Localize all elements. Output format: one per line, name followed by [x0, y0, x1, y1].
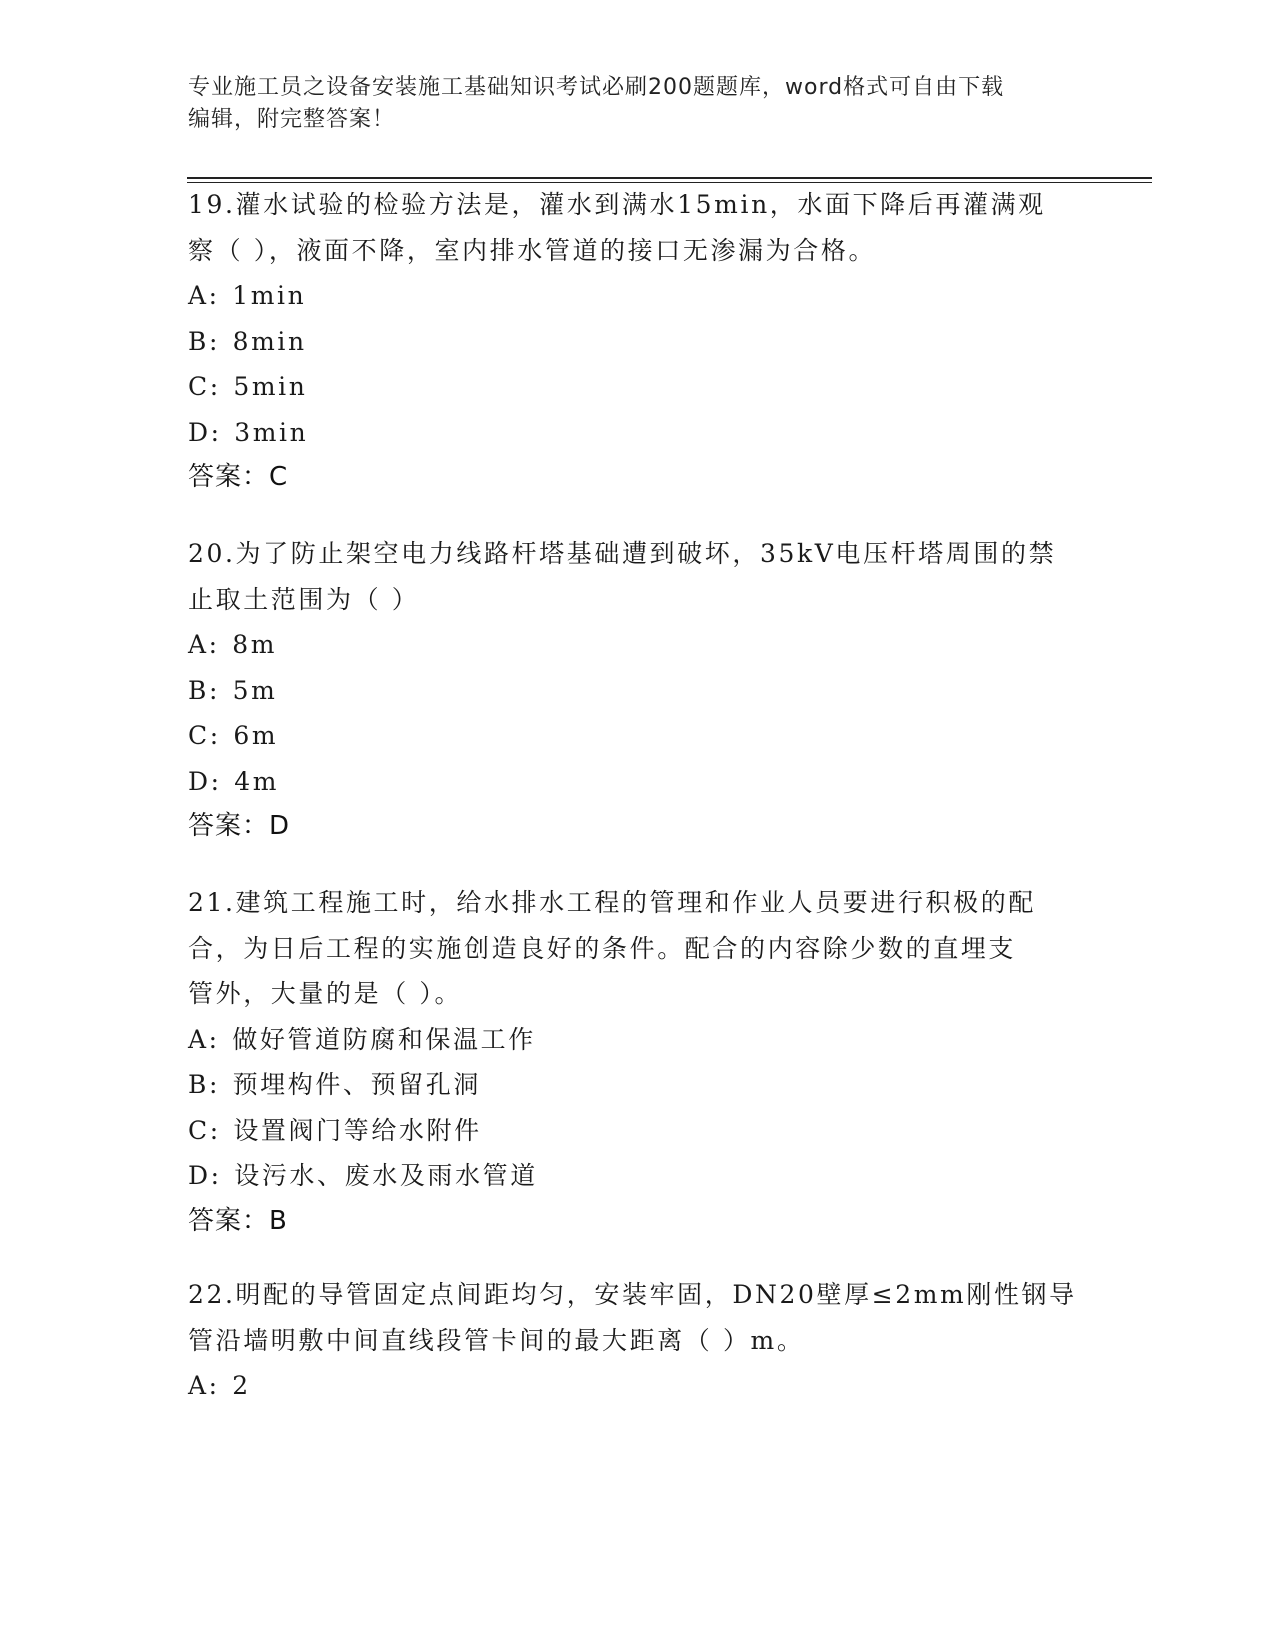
option-d: D: 设污水、废水及雨水管道	[188, 1161, 538, 1190]
option-text: 5min	[233, 372, 308, 401]
option-text: 3min	[234, 417, 309, 447]
question-text-line: 合，为日后工程的实施创造良好的条件。配合的内容除少数的直埋支	[188, 933, 1017, 963]
question-text-line: 察（ ），液面不降，室内排水管道的接口无渗漏为合格。	[188, 235, 877, 265]
option-text: 设置阀门等给水附件	[233, 1115, 482, 1145]
option-a: A: 8m	[188, 630, 278, 659]
option-d: D: 3min	[188, 417, 309, 447]
option-d: D: 4m	[188, 766, 280, 796]
question-text-line: 21.建筑工程施工时，给水排水工程的管理和作业人员要进行积极的配	[188, 888, 1036, 917]
question-text-line: 管沿墙明敷中间直线段管卡间的最大距离（ ）m。	[188, 1325, 805, 1355]
option-a: A: 做好管道防腐和保温工作	[188, 1024, 536, 1054]
question-text-line: 19.灌水试验的检验方法是，灌水到满水15min，水面下降后再灌满观	[188, 190, 1046, 219]
answer-line: 答案：C	[188, 462, 289, 492]
question-22	[188, 1272, 1088, 1409]
option-text: 预埋构件、预留孔洞	[232, 1070, 481, 1099]
document-header	[188, 72, 1068, 136]
question-text-line: 20.为了防止架空电力线路杆塔基础遭到破坏，35kV电压杆塔周围的禁	[188, 539, 1057, 568]
option-text: 4m	[234, 766, 280, 796]
question-21	[188, 880, 1088, 1243]
option-text: 做好管道防腐和保温工作	[232, 1024, 536, 1054]
option-text: 2	[232, 1371, 251, 1400]
question-20	[188, 531, 1088, 848]
option-c: C: 6m	[188, 721, 279, 750]
option-c: C: 设置阀门等给水附件	[188, 1115, 482, 1145]
option-text: 8min	[232, 326, 307, 356]
option-text: 6m	[233, 721, 279, 750]
option-c: C: 5min	[188, 372, 308, 401]
option-text: 设污水、废水及雨水管道	[234, 1161, 538, 1190]
question-text-line: 止取土范围为（ ）	[188, 584, 420, 614]
option-a: A: 2	[188, 1371, 251, 1400]
header-divider-thick	[187, 177, 1152, 179]
option-text: 8m	[232, 630, 278, 659]
option-b: B: 8min	[188, 326, 307, 356]
header-line-1: 专业施工员之设备安装施工基础知识考试必刷200题题库，word格式可自由下载	[188, 75, 1005, 100]
option-a: A: 1min	[188, 281, 307, 310]
option-text: 1min	[232, 281, 307, 310]
answer-line: 答案：B	[188, 1205, 288, 1236]
question-19	[188, 182, 1088, 499]
answer-line: 答案：D	[188, 811, 291, 841]
option-b: B: 5m	[188, 675, 278, 705]
option-b: B: 预埋构件、预留孔洞	[188, 1070, 481, 1099]
option-text: 5m	[232, 675, 278, 705]
question-text-line: 22.明配的导管固定点间距均匀，安装牢固，DN20壁厚≤2mm刚性钢导	[188, 1280, 1077, 1309]
header-line-2: 编辑，附完整答案！	[188, 107, 396, 132]
question-text-line: 管外，大量的是（ ）。	[188, 979, 463, 1008]
